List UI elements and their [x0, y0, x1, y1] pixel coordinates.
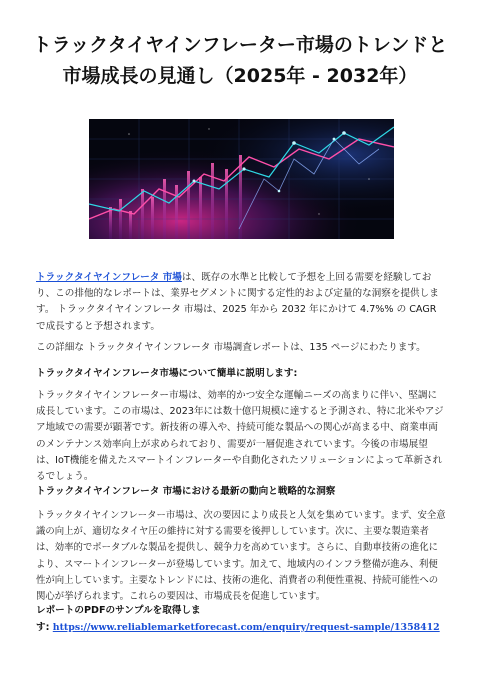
- sample-line: [36, 620, 446, 636]
- intro-text: は、既存の水準と比較して予想を上回る需要を経験しており、この排他的なレポートは、業界セグメントに関する定性的および定量的な洞察を提供します。 トラックタイヤインフレータ 市場は、2025 年から 2032 年にかけて 4.7%% の CAGR で成長すると予想されます。: [36, 272, 439, 332]
- section1-body: トラックタイヤインフレーター市場は、効率的かつ安全な運輸ニーズの高まりに伴い、堅調に成長しています。この市場は、2023年には数十億円規模に達すると予測され、特に北米やアジア地域での需要が顕著です。新技術の導入や、持続可能な製品への関心が高まる中、商業車両のメンテナンス効率向上が求められており、需要が一層促進されています。今後の市場展望は、IoT機能を備えたスマートインフレーターや自動化されたソリューションによって革新されるでしょう。: [36, 390, 444, 483]
- market-link[interactable]: トラックタイヤインフレータ 市場: [36, 272, 182, 283]
- pages-note: この詳細な トラックタイヤインフレータ 市場調査レポートは、135 ページにわたります。: [36, 342, 426, 353]
- section1-heading: トラックタイヤインフレータ市場について簡単に説明します:: [36, 368, 298, 379]
- sample-label: レポートのPDFのサンプルを取得しま: [36, 605, 201, 616]
- intro-paragraph: [36, 270, 446, 335]
- section2-heading: トラックタイヤインフレータ 市場における最新の動向と戦略的な洞察: [36, 486, 336, 497]
- sample-label-end: す:: [36, 622, 50, 633]
- hero-image: [89, 119, 394, 239]
- finance-chart-graphic: [89, 119, 394, 239]
- sample-url-link[interactable]: https://www.reliablemarketforecast.com/enquiry/request-sample/1358412: [52, 622, 440, 633]
- section2-body: トラックタイヤインフレーター市場は、次の要因により成長と人気を集めています。まず、安全意識の向上が、適切なタイヤ圧の維持に対する需要を後押ししています。次に、主要な製造業者は、効率的でポータブルな製品を提供し、競争力を高めています。さらに、自動車技術の進化により、スマートインフレーターが登場しています。加えて、地域内のインフラ整備が進み、利便性が向上しています。主要なトレンドには、技術の進化、消費者の利便性重視、持続可能性への関心が挙げられます。これらの要因は、市場成長を促進しています。: [36, 510, 446, 603]
- page-title: トラックタイヤインフレーター市場のトレンドと市場成長の見通し（2025年 - 2032年）: [32, 34, 448, 87]
